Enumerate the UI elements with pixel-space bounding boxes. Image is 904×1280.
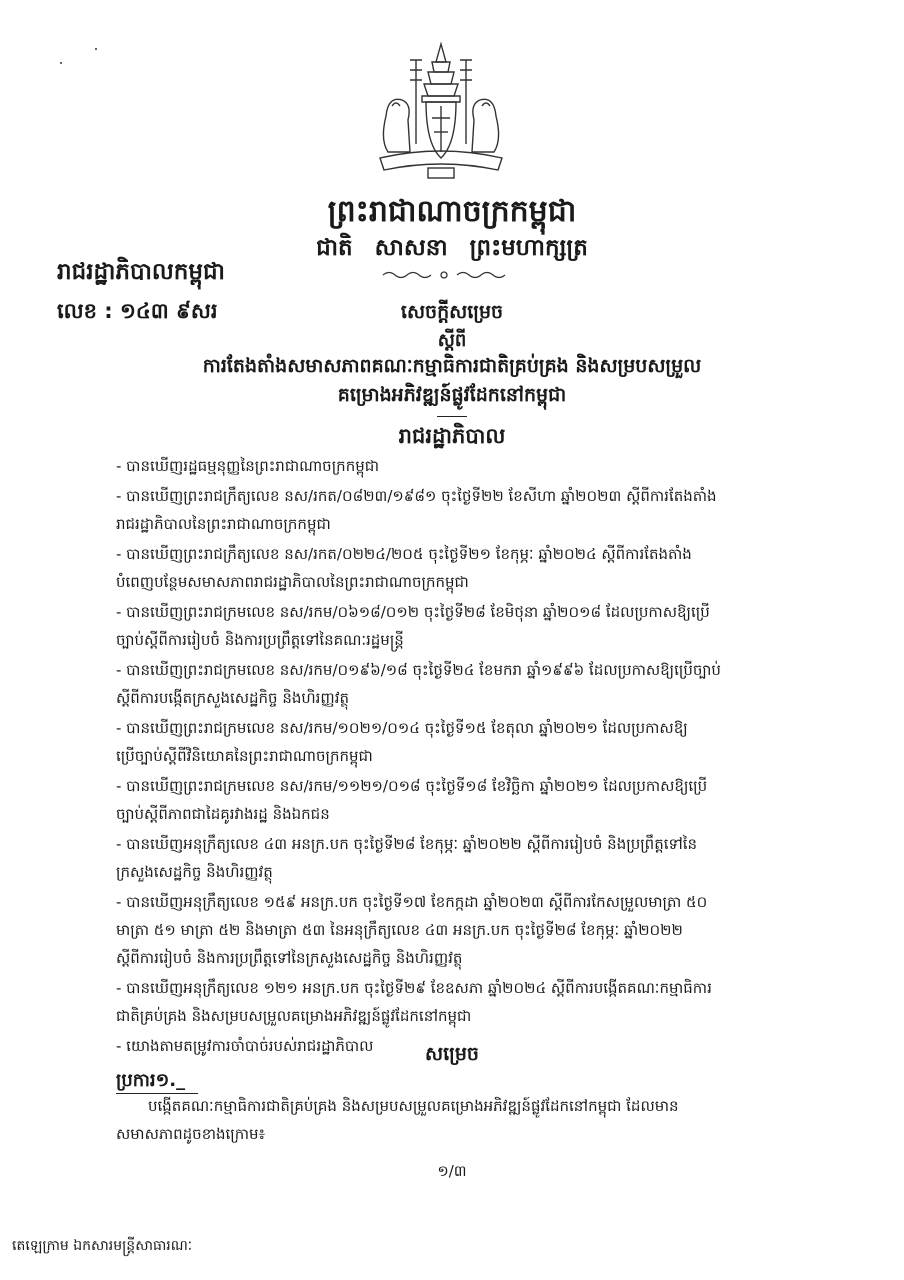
kingdom-name: ព្រះរាជាណាចក្រកម្ពុជា <box>327 194 577 229</box>
recital-line: - បានឃើញអនុក្រឹត្យលេខ ៤៣ អនក្រ.បក ចុះថ្ងៃទី២៨ ខែកុម្ភៈ ឆ្នាំ២០២២ ស្ដីពីការរៀបចំ និងប្រព្រឹត្តទៅនៃ <box>116 835 698 853</box>
recital-line: ក្រសួងសេដ្ឋកិច្ច និងហិរញ្ញវត្ថុ <box>116 863 273 881</box>
scan-speck <box>60 62 62 64</box>
scan-speck <box>95 48 97 50</box>
recital-line: - បានឃើញអនុក្រឹត្យលេខ ១២១ អនក្រ.បក ចុះថ្ងៃទី២៩ ខែឧសភា ឆ្នាំ២០២៤ ស្ដីពីការបង្កើតគណៈកម្មាធិការ <box>116 979 712 997</box>
recital-line: - បានឃើញអនុក្រឹត្យលេខ ១៥៩ អនក្រ.បក ចុះថ្ងៃទី១៧ ខែកក្កដា ឆ្នាំ២០២៣ ស្ដីពីការកែសម្រួលមាត្រា ៥០ <box>116 893 708 911</box>
recital-line: រាជរដ្ឋាភិបាលនៃព្រះរាជាណាចក្រកម្ពុជា <box>116 515 331 533</box>
article-1-text-line-2: សមាសភាពដូចខាងក្រោម៖ <box>116 1125 266 1143</box>
page-number: ១/៣ <box>437 1162 467 1180</box>
recital-line: - បានឃើញព្រះរាជក្រមលេខ នស/រកម/១១២១/០១៨ ចុះថ្ងៃទី១៨ ខែវិច្ឆិកា ឆ្នាំ២០២១ ដែលប្រកាសឱ្យប្រើ <box>116 777 708 795</box>
recital-line: - បានឃើញព្រះរាជក្រមលេខ នស/រកម/១០២១/០១៤ ចុះថ្ងៃទី១៥ ខែតុលា ឆ្នាំ២០២១ ដែលប្រកាសឱ្យ <box>116 719 688 737</box>
national-motto: ជាតិ សាសនា ព្រះមហាក្សត្រ <box>316 235 588 261</box>
title-on: ស្ដីពី <box>437 330 467 351</box>
recitals-list <box>116 452 796 1060</box>
article-1-text-line-1: បង្កើតគណៈកម្មាធិការជាតិគ្រប់គ្រង និងសម្របសម្រួលគម្រោងអភិវឌ្ឍន៍ផ្លូវដែកនៅកម្ពុជា ដែលមាន <box>148 1097 679 1115</box>
recital-line: - បានឃើញព្រះរាជក្រមលេខ នស/រកម/០៦១៨/០១២ ចុះថ្ងៃទី២៨ ខែមិថុនា ឆ្នាំ២០១៨ ដែលប្រកាសឱ្យប្រើ <box>116 603 710 621</box>
article-1-heading: ប្រការ១._ <box>116 1070 186 1091</box>
document-number: លេខ : ១៤៣ ៩សរ <box>57 299 218 323</box>
recital-line: ជាតិគ្រប់គ្រង និងសម្របសម្រួលគម្រោងអភិវឌ្ឍន៍ផ្លូវដែកនៅកម្ពុជា <box>116 1007 472 1025</box>
article-underline <box>116 1093 198 1094</box>
subject-line-1: ការតែងតាំងសមាសភាពគណៈកម្មាធិការជាតិគ្រប់គ្រង និងសម្របសម្រួល <box>202 355 702 377</box>
document-type: សេចក្ដីសម្រេច <box>400 301 504 323</box>
issuing-government: រាជរដ្ឋាភិបាលកម្ពុជា <box>57 259 225 285</box>
recital-line: - បានឃើញព្រះរាជក្រឹត្យលេខ នស/រកត/០៨២៣/១៩៨១ ចុះថ្ងៃទី២២ ខែសីហា ឆ្នាំ២០២៣ ស្ដីពីការតែងតាំង <box>116 487 717 505</box>
recital-line: ប្រើច្បាប់ស្ដីពីវិនិយោគនៃព្រះរាជាណាចក្រកម្ពុជា <box>116 747 373 765</box>
recital-line: មាត្រា ៥១ មាត្រា ៥២ និងមាត្រា ៥៣ នៃអនុក្រឹត្យលេខ ៤៣ អនក្រ.បក ចុះថ្ងៃទី២៨ ខែកុម្ភៈ ឆ្នាំ២០២២ <box>116 921 683 939</box>
recital-line: - យោងតាមតម្រូវការចាំបាច់របស់រាជរដ្ឋាភិបាល <box>116 1037 374 1055</box>
recital-line: ច្បាប់ស្ដីពីការរៀបចំ និងការប្រព្រឹត្តទៅនៃគណៈរដ្ឋមន្ត្រី <box>116 631 404 649</box>
footer-source-label: តេឡេក្រាម ឯកសារមន្ត្រីសាធារណៈ <box>12 1238 193 1254</box>
subject-line-2: គម្រោងអភិវឌ្ឍន៍ផ្លូវដែកនៅកម្ពុជា <box>337 384 567 406</box>
council-heading: រាជរដ្ឋាភិបាល <box>398 424 506 448</box>
royal-coat-of-arms-emblem <box>366 40 516 190</box>
recital-line: ស្ដីពីការបង្កើតក្រសួងសេដ្ឋកិច្ច និងហិរញ្ញវត្ថុ <box>116 689 349 707</box>
recital-line: - បានឃើញរដ្ឋធម្មនុញ្ញនៃព្រះរាជាណាចក្រកម្ពុជា <box>116 457 380 475</box>
recital-line: - បានឃើញព្រះរាជក្រឹត្យលេខ នស/រកត/០២២៤/២០៥ ចុះថ្ងៃទី២១ ខែកុម្ភៈ ឆ្នាំ២០២៤ ស្ដីពីការតែងតាំង <box>116 545 692 563</box>
ornament-divider <box>381 270 507 280</box>
recital-line: - បានឃើញព្រះរាជក្រមលេខ នស/រកម/០១៩៦/១៨ ចុះថ្ងៃទី២៤ ខែមករា ឆ្នាំ១៩៩៦ ដែលប្រកាសឱ្យប្រើច្បាប់ <box>116 661 721 679</box>
recital-line: ស្ដីពីការរៀបចំ និងការប្រព្រឹត្តទៅនៃក្រសួងសេដ្ឋកិច្ច និងហិរញ្ញវត្ថុ <box>116 949 463 967</box>
recital-line: ច្បាប់ស្ដីពីភាពជាដៃគូរវាងរដ្ឋ និងឯកជន <box>116 805 330 823</box>
title-rule <box>437 416 467 417</box>
decision-heading: សម្រេច <box>425 1043 479 1065</box>
recital-line: បំពេញបន្ថែមសមាសភាពរាជរដ្ឋាភិបាលនៃព្រះរាជាណាចក្រកម្ពុជា <box>116 573 469 591</box>
